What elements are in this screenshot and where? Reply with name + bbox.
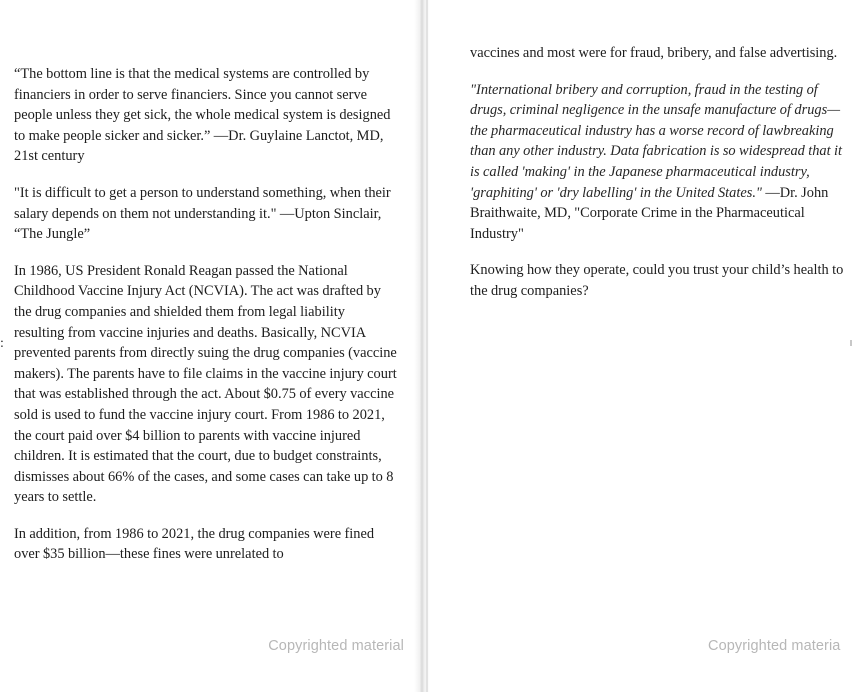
quote-braithwaite-text: "International bribery and corruption, fraud in the testing of drugs, criminal negligence in the unsafe manufacture of drugs—the pharmaceutical industry has a worse record of lawbreaking than any other industry. Data fabrication is so widespread that it is called 'making' in the Japanese pharmaceutical industry, 'graphiting' or 'dry labelling' in the United States." bbox=[470, 81, 843, 201]
page-edge-glyph: : bbox=[0, 336, 4, 351]
paragraph-continued: vaccines and most were for fraud, bribery, and false advertising. bbox=[470, 45, 838, 61]
left-page[interactable] bbox=[0, 0, 414, 692]
paragraph-fines: In addition, from 1986 to 2021, the drug companies were fined over $35 billion—these fines were unrelated to bbox=[14, 525, 375, 563]
quote-braithwaite bbox=[470, 80, 846, 245]
left-page-watermark: Copyrighted material bbox=[268, 638, 404, 654]
left-page-text bbox=[14, 64, 398, 581]
quote-sinclair: "It is difficult to get a person to understand something, when their salary depends on them not understanding it." —Upton Sinclair, “The Jungle” bbox=[14, 184, 391, 243]
quote-lanctot: “The bottom line is that the medical systems are controlled by financiers in order to serve financiers. Since you cannot serve people unless they get sick, the whole medical system is designed to make people sicker and sicker.” —Dr. Guylaine Lanctot, MD, 21st century bbox=[14, 66, 391, 165]
closing-question: Knowing how they operate, could you trust your child’s health to the drug companies? bbox=[470, 262, 844, 299]
book-gutter bbox=[414, 0, 430, 692]
gutter-divider bbox=[426, 0, 428, 692]
right-page-text bbox=[470, 43, 846, 318]
right-page-watermark: Copyrighted materia bbox=[708, 638, 841, 654]
right-page[interactable] bbox=[430, 0, 852, 692]
paragraph-ncvia: In 1986, US President Ronald Reagan passed the National Childhood Vaccine Injury Act (NCVIA). The act was drafted by the drug companies and shielded them from legal liability resulting from vaccine injuries and deaths. Basically, NCVIA prevented parents from directly suing the drug companies (vaccine makers). The parents have to file claims in the vaccine injury court that was established through the act. About $0.75 of every vaccine sold is used to fund the vaccine injury court. From 1986 to 2021, the court paid over $4 billion to parents with vaccine injured children. It is estimated that the court, due to budget constraints, dismisses about 66% of the cases, and some cases can take up to 8 years to settle. bbox=[14, 262, 397, 506]
quote-braithwaite-attribution: —Dr. John Braithwaite, MD, "Corporate Crime in the Pharmaceutical Industry" bbox=[470, 184, 829, 242]
